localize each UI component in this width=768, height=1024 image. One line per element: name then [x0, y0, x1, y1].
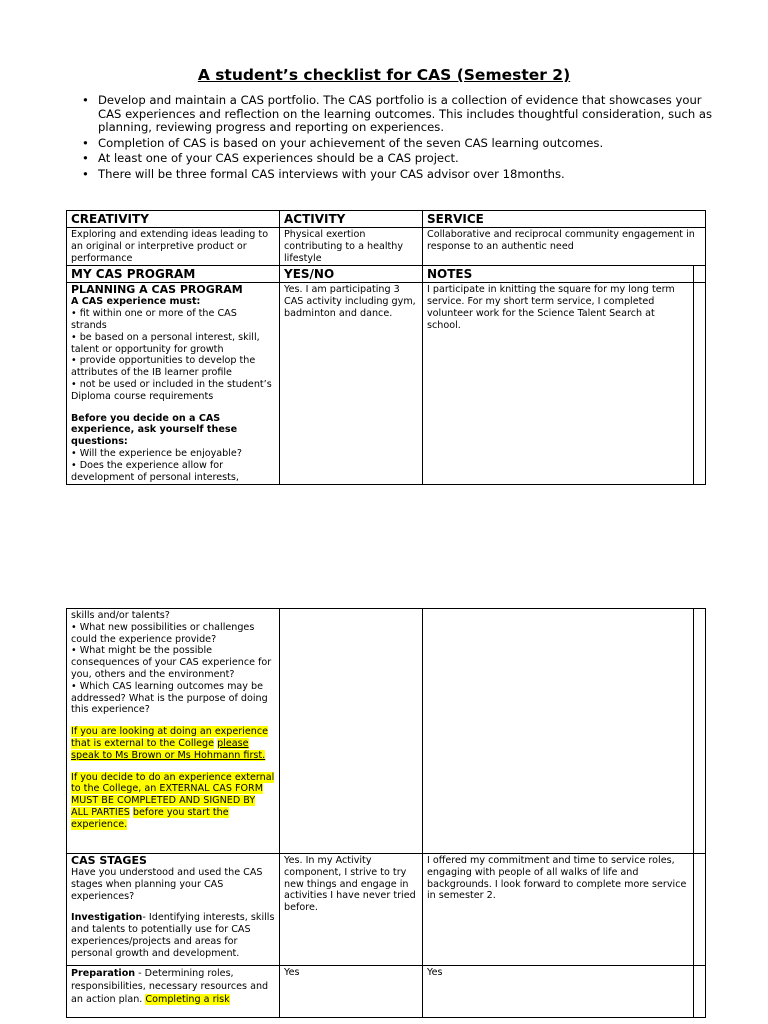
stages-investigation-cell — [67, 854, 280, 966]
planning-continued-cell — [67, 609, 280, 854]
preparation-text — [71, 967, 275, 1006]
external-note-2-rest: before you start the experience. — [71, 806, 229, 830]
must-item: • fit within one or more of the CAS strands — [71, 308, 237, 331]
yesno-heading: YES/NO — [280, 266, 423, 283]
preparation-yesno: Yes — [280, 966, 423, 1018]
planning-continued-yesno — [280, 609, 423, 854]
notes-heading: NOTES — [423, 266, 694, 283]
intro-bullet: • Completion of CAS is based on your achievement of the seven CAS learning outcomes. — [82, 137, 722, 151]
preparation-highlight: Completing a risk — [145, 994, 230, 1005]
cas-table-page2 — [66, 608, 706, 1018]
external-note-1 — [71, 726, 275, 761]
cas-table-page1 — [66, 210, 706, 485]
stages-heading: CAS STAGES — [71, 854, 147, 867]
planning-heading: PLANNING A CAS PROGRAM — [71, 283, 243, 297]
intro-bullet: • At least one of your CAS experiences should be a CAS project. — [82, 152, 722, 166]
planning-continued-notes — [423, 609, 694, 854]
investigation-description: - Identifying interests, skills and talents to potentially use for CAS experiences/projects and areas for personal growth and development. — [71, 912, 275, 959]
margin-column — [694, 966, 706, 1018]
service-description: Collaborative and reciprocal community engagement in response to an authentic need — [423, 228, 706, 266]
margin-column — [694, 266, 706, 283]
external-note-2 — [71, 772, 275, 831]
planning-notes: I participate in knitting the square for my long term service. For my short term service, I completed volunteer work for the Science Talent Search at school. — [423, 283, 694, 485]
margin-column — [694, 609, 706, 854]
program-heading: MY CAS PROGRAM — [67, 266, 280, 283]
must-heading: A CAS experience must: — [71, 296, 201, 308]
stages-question: Have you understood and used the CAS stages when planning your CAS experiences? — [71, 867, 263, 902]
margin-column — [694, 854, 706, 966]
intro-bullet: • There will be three formal CAS interviews with your CAS advisor over 18months. — [82, 168, 722, 182]
creativity-heading: CREATIVITY — [67, 211, 280, 228]
activity-heading: ACTIVITY — [280, 211, 423, 228]
intro-bullet: • Develop and maintain a CAS portfolio. The CAS portfolio is a collection of evidence that showcases your CAS experiences and reflection on the learning outcomes. This includes thoughtful consideration, such as planning, reviewing progress and reporting on experiences. — [82, 94, 722, 135]
continued-text: skills and/or talents? — [71, 610, 170, 621]
preparation-label: Preparation — [71, 968, 136, 979]
preparation-notes: Yes — [423, 966, 694, 1018]
question-item: • Will the experience be enjoyable? — [71, 447, 242, 459]
investigation-notes: I offered my commitment and time to service roles, engaging with people of all walks of life and backgrounds. I look forward to complete more service in semester 2. — [423, 854, 694, 966]
intro-bullet-list — [82, 94, 722, 184]
external-note-2-highlight: If you decide to do an experience external to the College, an EXTERNAL CAS FORM MUST BE COMPLETED AND SIGNED BY ALL PARTIES — [71, 771, 275, 818]
external-note-1-highlight: If you are looking at doing an experience that is external to the College — [71, 726, 269, 749]
must-item: • not be used or included in the student’s Diploma course requirements — [71, 378, 272, 402]
external-note-1-contact: please speak to Ms Brown or Ms Hohmann first. — [71, 737, 266, 761]
page-title: A student’s checklist for CAS (Semester 2) — [197, 66, 571, 84]
stages-preparation-cell — [67, 966, 280, 1018]
preparation-description: - Determining roles, responsibilities, necessary resources and an action plan. — [71, 968, 269, 1005]
question-item: • Does the experience allow for development of personal interests, — [71, 459, 239, 483]
must-item: • be based on a personal interest, skill, talent or opportunity for growth — [71, 331, 260, 355]
investigation-label: Investigation — [71, 912, 143, 924]
question-item: • What might be the possible consequences of your CAS experience for you, others and the environment? — [71, 645, 272, 680]
planning-cell — [67, 283, 280, 485]
before-heading: Before you decide on a CAS experience, ask yourself these questions: — [71, 412, 238, 448]
question-item: • What new possibilities or challenges could the experience provide? — [71, 621, 255, 645]
margin-column — [694, 283, 706, 485]
investigation-text — [71, 912, 275, 959]
activity-description: Physical exertion contributing to a healthy lifestyle — [280, 228, 423, 266]
service-heading: SERVICE — [423, 211, 706, 228]
must-item: • provide opportunities to develop the attributes of the IB learner profile — [71, 355, 256, 379]
investigation-yesno: Yes. In my Activity component, I strive to try new things and engage in activities I have never tried before. — [280, 854, 423, 966]
creativity-description: Exploring and extending ideas leading to an original or interpretive product or performance — [67, 228, 280, 266]
planning-yesno: Yes. I am participating 3 CAS activity including gym, badminton and dance. — [280, 283, 423, 485]
question-item: • Which CAS learning outcomes may be addressed? What is the purpose of doing this experience? — [71, 680, 268, 716]
